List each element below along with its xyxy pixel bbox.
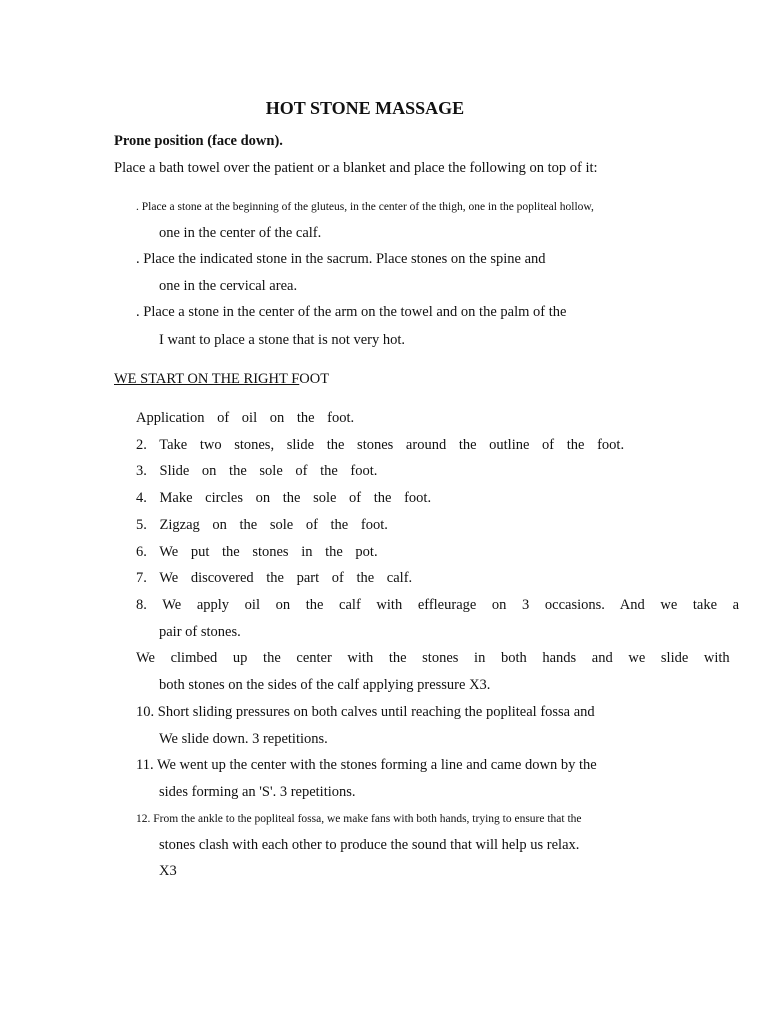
section-heading [114, 370, 329, 388]
step-5: 5. Zigzag on the sole of the foot. [136, 517, 388, 533]
step-8-line-2: pair of stones. [159, 624, 241, 640]
document-title: HOT STONE MASSAGE [265, 98, 465, 118]
placement-3-line-2: I want to place a stone that is not very hot. [159, 332, 406, 348]
step-11-line-2: sides forming an 'S'. 3 repetitions. [159, 784, 356, 800]
step-11-line-1: 11. We went up the center with the stones forming a line and came down by the [136, 757, 597, 773]
placement-1-line-1: . Place a stone at the beginning of the gluteus, in the center of the thigh, one in the popliteal hollow, [136, 201, 594, 213]
step-1: Application of oil on the foot. [136, 410, 355, 426]
intro-paragraph: Place a bath towel over the patient or a blanket and place the following on top of it: [114, 160, 598, 176]
section-heading-rest: OOT [299, 371, 330, 387]
step-12-line-2: stones clash with each other to produce the sound that will help us relax. [159, 837, 580, 853]
section-heading-underlined: WE START ON THE RIGHT F [114, 371, 300, 387]
prone-position-heading: Prone position (face down). [114, 133, 283, 149]
step-10-line-1: 10. Short sliding pressures on both calves until reaching the popliteal fossa and [136, 704, 595, 720]
step-4: 4. Make circles on the sole of the foot. [136, 490, 432, 506]
step-6: 6. We put the stones in the pot. [136, 544, 378, 560]
step-12-line-3: X3 [159, 863, 177, 879]
step-2: 2. Take two stones, slide the stones around the outline of the foot. [136, 437, 625, 453]
step-7: 7. We discovered the part of the calf. [136, 570, 413, 586]
step-9-line-1: We climbed up the center with the stones in both hands and we slide with [136, 650, 730, 666]
step-3: 3. Slide on the sole of the foot. [136, 463, 378, 479]
placement-2-line-1: . Place the indicated stone in the sacrum. Place stones on the spine and [136, 251, 546, 267]
step-8-line-1: 8. We apply oil on the calf with effleurage on 3 occasions. And we take a [136, 597, 740, 613]
step-9-line-2: both stones on the sides of the calf applying pressure X3. [159, 677, 491, 693]
placement-2-line-2: one in the cervical area. [159, 278, 298, 294]
step-12-line-1: 12. From the ankle to the popliteal fossa, we make fans with both hands, trying to ensure that the [136, 813, 582, 825]
placement-3-line-1: . Place a stone in the center of the arm on the towel and on the palm of the [136, 304, 567, 320]
placement-1-line-2: one in the center of the calf. [159, 225, 322, 241]
step-10-line-2: We slide down. 3 repetitions. [159, 731, 328, 747]
